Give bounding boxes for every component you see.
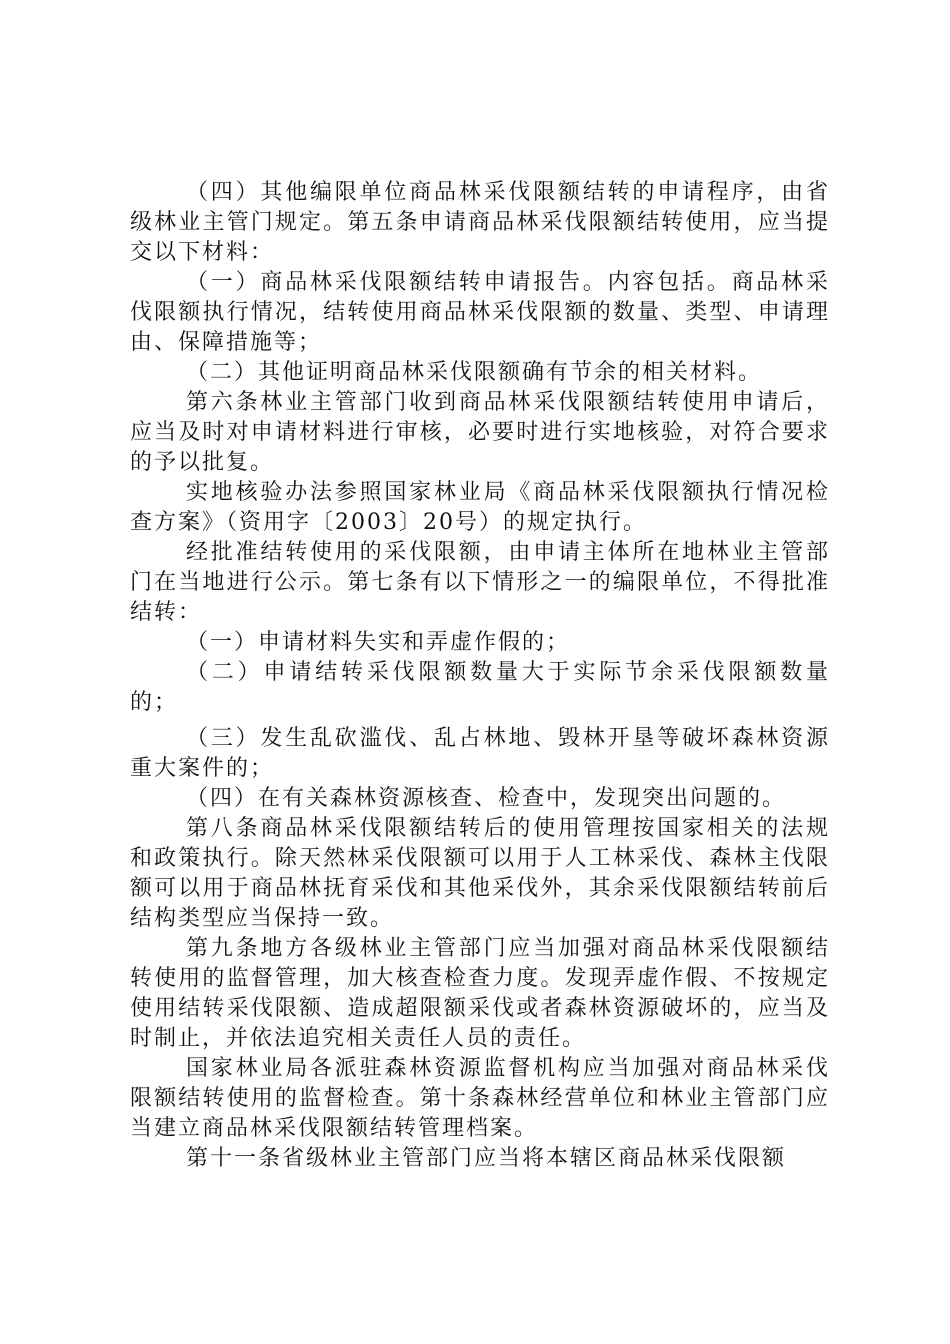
paragraph-6: 经批准结转使用的采伐限额，由申请主体所在地林业主管部门在当地进行公示。第七条有以下情形之一的编限单位，不得批准结转： (130, 540, 830, 625)
paragraph-14: 第十一条省级林业主管部门应当将本辖区商品林采伐限额 (186, 1146, 787, 1171)
paragraph-12: 第九条地方各级林业主管部门应当加强对商品林采伐限额结转使用的监督管理，加大核查检查力度。发现弄虚作假、不按规定使用结转采伐限额、造成超限额采伐或者森林资源破坏的，应当及时制止，并依法追究相关责任人员的责任。 (130, 936, 830, 1051)
paragraph-1: （四）其他编限单位商品林采伐限额结转的申请程序，由省级林业主管门规定。第五条申请商品林采伐限额结转使用，应当提交以下材料： (130, 180, 830, 265)
paragraph-4: 第六条林业主管部门收到商品林采伐限额结转使用申请后，应当及时对申请材料进行审核，必要时进行实地核验，对符合要求的予以批复。 (130, 390, 830, 475)
paragraph-5: 实地核验办法参照国家林业局《商品林采伐限额执行情况检查方案》（资用字〔2003〕20号）的规定执行。 (130, 480, 830, 535)
document-body (130, 178, 830, 1174)
paragraph-9: （三）发生乱砍滥伐、乱占林地、毁林开垦等破坏森林资源重大案件的； (130, 726, 830, 781)
paragraph-11: 第八条商品林采伐限额结转后的使用管理按国家相关的法规和政策执行。除天然林采伐限额可以用于人工林采伐、森林主伐限额可以用于商品林抚育采伐和其他采伐外，其余采伐限额结转前后结构类型应当保持一致。 (130, 816, 830, 931)
paragraph-13: 国家林业局各派驻森林资源监督机构应当加强对商品林采伐限额结转使用的监督检查。第十条森林经营单位和林业主管部门应当建立商品林采伐限额结转管理档案。 (130, 1056, 830, 1141)
paragraph-7: （一）申请材料失实和弄虚作假的； (186, 630, 571, 655)
paragraph-2: （一）商品林采伐限额结转申请报告。内容包括。商品林采伐限额执行情况，结转使用商品林采伐限额的数量、类型、申请理由、保障措施等； (130, 270, 830, 355)
paragraph-8: （二）申请结转采伐限额数量大于实际节余采伐限额数量的； (130, 660, 830, 715)
paragraph-3: （二）其他证明商品林采伐限额确有节余的相关材料。 (186, 360, 763, 385)
paragraph-10: （四）在有关森林资源核查、检查中，发现突出问题的。 (186, 786, 787, 811)
